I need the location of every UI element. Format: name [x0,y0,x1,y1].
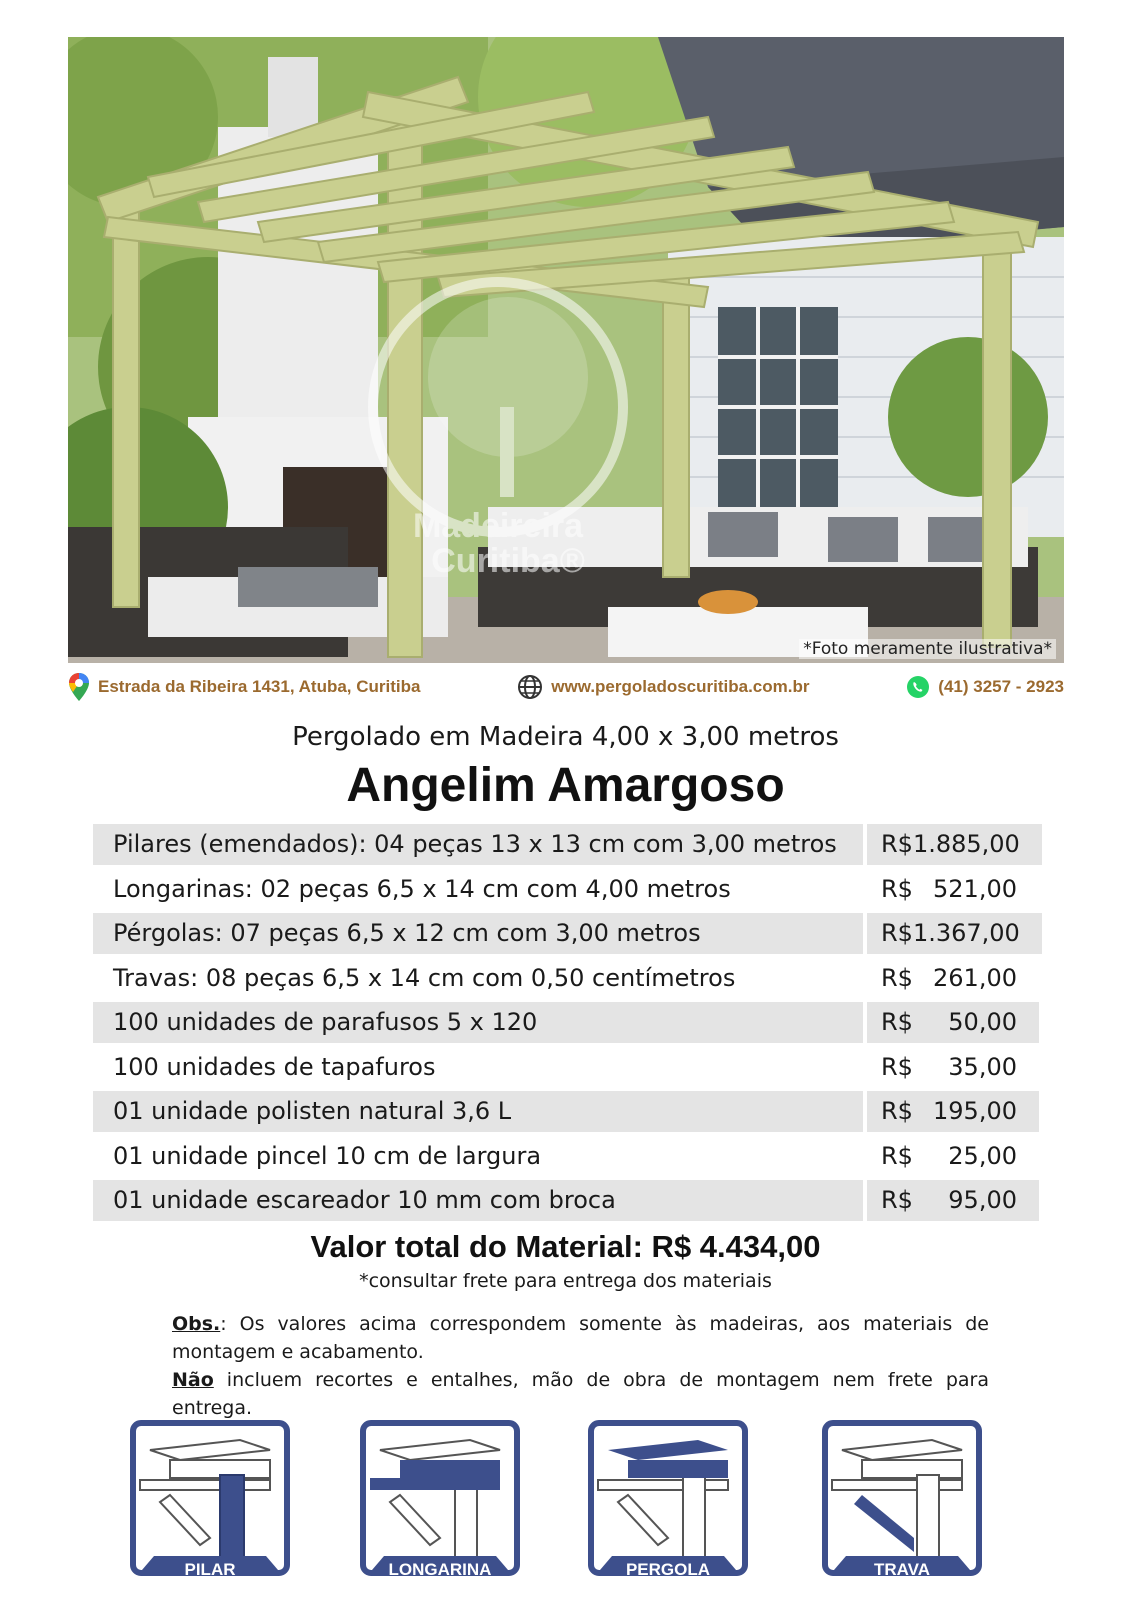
table-row [93,911,1039,956]
watermark-line-2: Curitiba® [431,542,585,580]
pergola-photo-illustration [68,37,1064,663]
item-description: 01 unidade pincel 10 cm de largura [113,1141,542,1170]
part-label: LONGARINA [388,1560,492,1579]
item-price [867,868,1039,909]
obs-label: Obs. [172,1313,221,1335]
website-link[interactable]: www.pergoladoscuritiba.com.br [551,677,810,696]
price-value: 195,00 [933,1097,1017,1126]
obs-paragraph-2 [172,1366,989,1422]
part-label: PILAR [184,1560,236,1579]
price-value: 261,00 [933,963,1017,992]
table-row [93,1045,1039,1090]
obs-text-1: : Os valores acima correspondem somente às madeiras, aos materiais de montagem e acabamento. [172,1313,989,1363]
table-row [93,956,1039,1001]
materials-table [93,822,1039,1223]
observations [172,1310,989,1422]
whatsapp-icon [906,675,930,699]
product-subtitle: Pergolado em Madeira 4,00 x 3,00 metros [292,722,839,752]
currency: R$ [881,1141,913,1170]
item-description: Pilares (emendados): 04 peças 13 x 13 cm com 3,00 metros [93,824,863,865]
part-card-trava [822,1420,982,1586]
part-card-longarina [360,1420,520,1586]
item-price [867,824,1042,865]
currency: R$ [881,1052,913,1081]
parts-legend [130,1420,1010,1588]
item-description: 100 unidades de tapafuros [113,1052,436,1081]
table-row [93,1000,1039,1045]
price-value: 50,00 [948,1008,1017,1037]
contact-bar [68,670,1064,704]
table-row [93,867,1039,912]
item-price [867,1135,1039,1176]
price-value: 1.885,00 [912,830,1020,859]
table-row [93,1089,1039,1134]
website-item[interactable] [517,674,809,700]
obs-paragraph-1 [172,1310,989,1366]
item-price [867,1180,1039,1221]
price-value: 95,00 [948,1186,1017,1215]
currency: R$ [881,1008,913,1037]
item-price [867,1046,1039,1087]
hero-photo [68,37,1064,663]
item-price [867,913,1042,954]
item-description: Pérgolas: 07 peças 6,5 x 12 cm com 3,00 metros [93,913,863,954]
phone-item [906,675,1064,699]
item-description: 01 unidade escareador 10 mm com broca [93,1180,863,1221]
phone-text: (41) 3257 - 2923 [938,677,1064,696]
photo-disclaimer: *Foto meramente ilustrativa* [799,639,1056,659]
address-item [68,672,420,702]
item-description: Travas: 08 peças 6,5 x 14 cm com 0,50 centímetros [113,963,736,992]
price-value: 35,00 [948,1052,1017,1081]
item-description: 100 unidades de parafusos 5 x 120 [93,1002,863,1043]
watermark-line-1: Madeireira [412,507,584,545]
currency: R$ [881,963,913,992]
currency: R$ [881,830,913,859]
currency: R$ [881,1186,913,1215]
part-label: TRAVA [873,1560,931,1579]
table-row [93,1178,1039,1223]
freight-note: *consultar frete para entrega dos materiais [359,1270,772,1292]
item-price [867,1002,1039,1043]
item-description: 01 unidade polisten natural 3,6 L [93,1091,863,1132]
part-label: PERGOLA [625,1560,711,1579]
item-description: Longarinas: 02 peças 6,5 x 14 cm com 4,00 metros [113,874,731,903]
currency: R$ [881,919,913,948]
obs-text-2: incluem recortes e entalhes, mão de obra de montagem nem frete para entrega. [172,1369,989,1419]
obs-label-2: Não [172,1369,214,1391]
part-card-pilar [130,1420,290,1586]
price-value: 25,00 [948,1141,1017,1170]
product-title: Angelim Amargoso [346,759,785,812]
total-value: Valor total do Material: R$ 4.434,00 [310,1229,821,1264]
address-text: Estrada da Ribeira 1431, Atuba, Curitiba [98,677,421,696]
price-value: 1.367,00 [912,919,1020,948]
part-card-pergola [588,1420,748,1586]
table-row [93,822,1039,867]
table-row [93,1134,1039,1179]
item-price [867,957,1039,998]
map-pin-icon [68,672,90,702]
currency: R$ [881,1097,913,1126]
price-value: 521,00 [933,874,1017,903]
currency: R$ [881,874,913,903]
globe-icon [517,674,543,700]
item-price [867,1091,1039,1132]
